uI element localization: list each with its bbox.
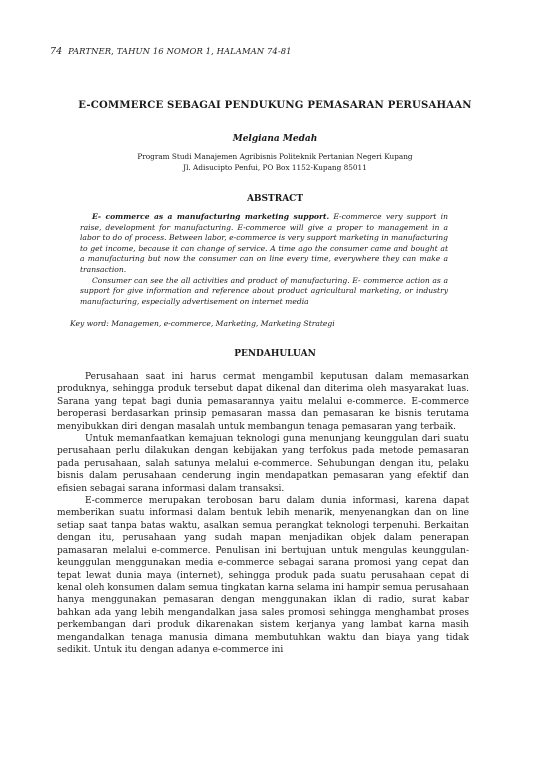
affiliation-line-1: Program Studi Manajemen Agribisnis Politeknik Pertanian Negeri Kupang (137, 152, 413, 161)
keywords: Key word: Managemen, e-commerce, Marketing, Marketing Strategi (70, 319, 335, 328)
running-header (50, 46, 292, 57)
author-name: Melgiana Medah (232, 134, 318, 144)
abstract-paragraph-2: Consumer can see the all activities and product of manufacturing. E- commerce action as a support for give information and reference about product agricultural marketing, or industry manufacturing, especially advertisement on internet media (80, 275, 448, 306)
abstract-lead: E- commerce as a manufacturing marketing support. (92, 212, 330, 221)
abstract-body (80, 212, 448, 307)
abstract-paragraph-1-text: E-commerce very support in raise, development for manufacturing. E-commerce will give a proper to management in a labor to do of process. Between labor, e-commerce is very support marketing in manufacturing to get income, because it can change of service. A time ago the consumer came and bought at a manufacturing but now the consumer can on line every time, everywhere they can make a transaction. (80, 212, 448, 274)
body-paragraph-3: E-commerce merupakan terobosan baru dalam dunia informasi, karena dapat memberikan suatu informasi dalam bentuk lebih menarik, menyenangkan dan on line setiap saat tanpa batas waktu, asalkan semua perangkat teknologi terpenuhi. Berkaitan dengan itu, perusahaan yang sudah mapan menjadikan objek dalam penerapan pamasaran melalui e-commerce. Penulisan ini bertujuan untuk mengulas keunggulan-keunggulan menggunakan media e-commerce sebagai sarana promosi yang cepat dan tepat lewat dunia maya (internet), sehingga produk pada suatu perusahaan cepat di kenal oleh konsumen dalam semua tingkatan karna selama ini hampir semua perusahaan hanya menggunakan pemasaran dengan menggunakan iklan di radio, surat kabar bahkan ada yang lebih mengandalkan jasa sales promosi sehingga menghambat proses perkembangan dari produk dikarenakan sistem kerjanya yang lambat karna masih mengandalkan tenaga manusia dimana membutuhkan waktu dan biaya yang tidak sedikit. Untuk itu dengan adanya e-commerce ini (57, 496, 469, 655)
abstract-heading: ABSTRACT (246, 194, 304, 204)
section-body (57, 371, 469, 656)
journal-citation: PARTNER, TAHUN 16 NOMOR 1, HALAMAN 74-81 (68, 46, 292, 56)
body-paragraph-1: Perusahaan saat ini harus cermat mengambil keputusan dalam memasarkan produknya, sehingga produk tersebut dapat dikenal dan diterima oleh masyarakat luas. Sarana yang tepat bagi dunia pemasarannya yaitu melalui e-commerce. E-commerce beroperasi berdasarkan prinsip pemasaran massa dan pemasaran ke bisnis terutama menyibukkan diri dengan masalah untuk membangun tenaga pemasaran yang terbaik. (57, 372, 469, 432)
body-paragraph-2: Untuk memanfaatkan kemajuan teknologi guna menunjang keunggulan dari suatu perusahaan perlu dilakukan dengan kebijakan yang terfokus pada metode pemasaran pada perusahaan, salah satunya melalui e-commerce. Sehubungan dengan itu, pelaku bisnis dalam perusahaan cenderung ingin mendapatkan pemasaran yang efektif dan efisien sebagai sarana informasi dalam transaksi. (57, 434, 469, 494)
abstract-paragraph-1 (80, 212, 448, 276)
author-affiliation (0, 151, 550, 173)
article-title: E-COMMERCE SEBAGAI PENDUKUNG PEMASARAN PERUSAHAAN (78, 100, 472, 111)
section-heading: PENDAHULUAN (234, 349, 316, 359)
page-number: 74 (50, 46, 63, 57)
affiliation-line-2: Jl. Adisucipto Penfui, PO Box 1152-Kupang 85011 (183, 163, 367, 172)
